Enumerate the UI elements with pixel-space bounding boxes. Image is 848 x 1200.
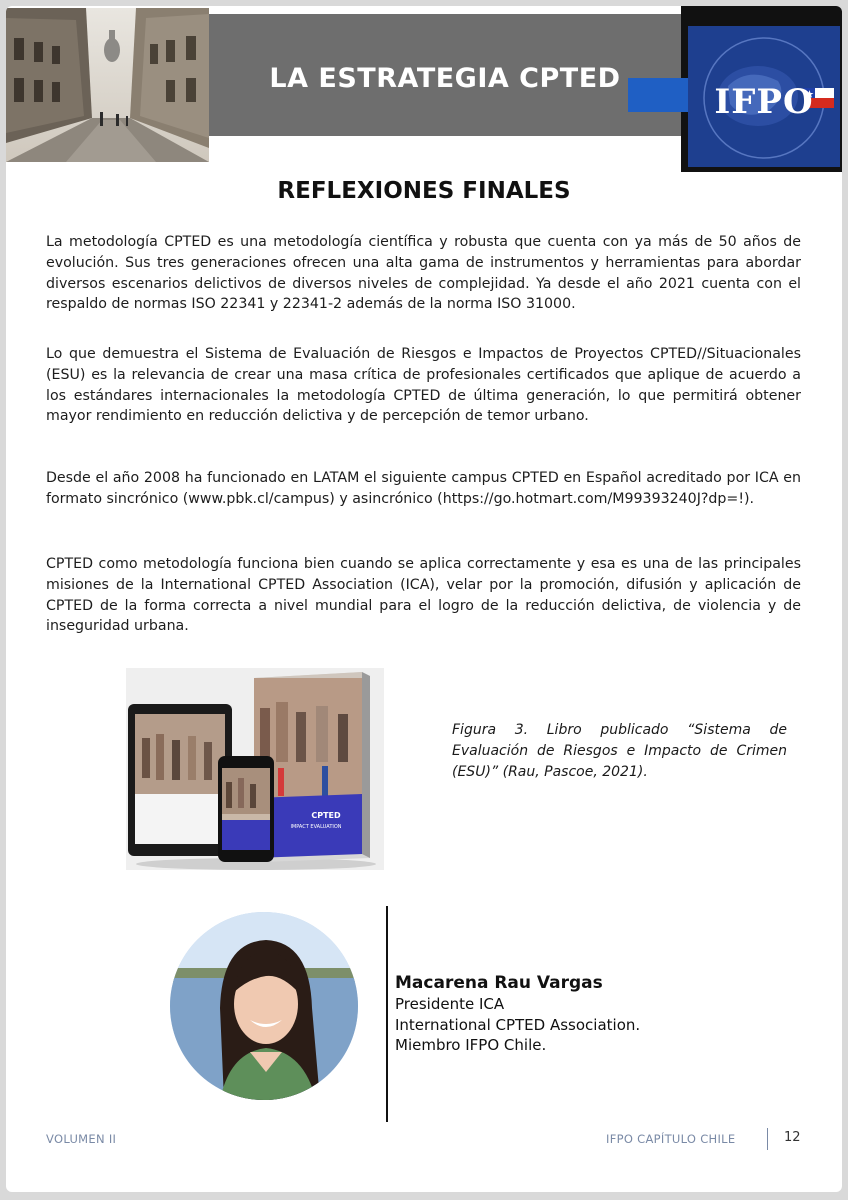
book-cover-title: CPTED	[311, 811, 341, 820]
figure-caption: Figura 3. Libro publicado “Sistema de Evaluación de Riesgos e Impacto de Crimen (ESU)” (Rau, Pascoe, 2021).	[452, 722, 787, 780]
header-title: LA ESTRATEGIA CPTED	[269, 62, 621, 94]
section-title: REFLEXIONES FINALES	[277, 178, 571, 204]
book-mockup-image	[126, 668, 384, 870]
page-number: 12	[784, 1130, 801, 1145]
author-role: Presidente ICA	[395, 995, 505, 1013]
divider-line	[386, 906, 388, 1122]
author-bio	[395, 972, 640, 1056]
author-member: Miembro IFPO Chile.	[395, 1036, 547, 1054]
page	[6, 6, 842, 1192]
footer-separator	[767, 1128, 768, 1150]
author-portrait	[170, 912, 358, 1100]
logo-wordmark: IFPO	[714, 82, 814, 122]
ifpo-logo	[688, 26, 840, 167]
author-name: Macarena Rau Vargas	[395, 973, 603, 993]
paragraph-4: CPTED como metodología funciona bien cuando se aplica correctamente y esa es una de las principales misiones de la International CPTED Association (ICA), velar por la promoción, difusión y aplicación de CPTED de la forma correcta a nivel mundial para el logro de la reducción delictiva, de violencia y de inseguridad urbana.	[46, 556, 801, 635]
footer-chapter: IFPO CAPÍTULO CHILE	[606, 1132, 736, 1146]
street-photo	[6, 8, 209, 162]
book-cover-subtitle: IMPACT EVALUATION	[290, 824, 342, 830]
paragraph-3: Desde el año 2008 ha funcionado en LATAM el siguiente campus CPTED en Español acreditado por ICA en formato sincrónico (www.pbk.cl/campus) y asincrónico (https://go.hotmart.com/M99393240J?dp=!).	[46, 470, 801, 507]
author-org: International CPTED Association.	[395, 1015, 641, 1034]
header-title-band	[209, 14, 681, 136]
header-blue-accent	[628, 78, 690, 112]
paragraph-1: La metodología CPTED es una metodología científica y robusta que cuenta con ya más de 50 años de evolución. Sus tres generaciones ofrecen una alta gama de instrumentos y herramientas para abordar diversos escenarios delictivos de diversos niveles de complejidad. Ya desde el año 2021 cuenta con el respaldo de normas ISO 22341 y 22341-2 además de la norma ISO 31000.	[46, 234, 801, 313]
footer-volume: VOLUMEN II	[46, 1132, 117, 1146]
paragraph-2: Lo que demuestra el Sistema de Evaluación de Riesgos e Impactos de Proyectos CPTED//Situacionales (ESU) es la relevancia de crear una masa crítica de profesionales certificados que aplique de acuerdo a los estándares internacionales la metodología CPTED de última generación, lo que permitirá obtener mayor rendimiento en reducción delictiva y de percepción de temor urbano.	[46, 346, 801, 425]
